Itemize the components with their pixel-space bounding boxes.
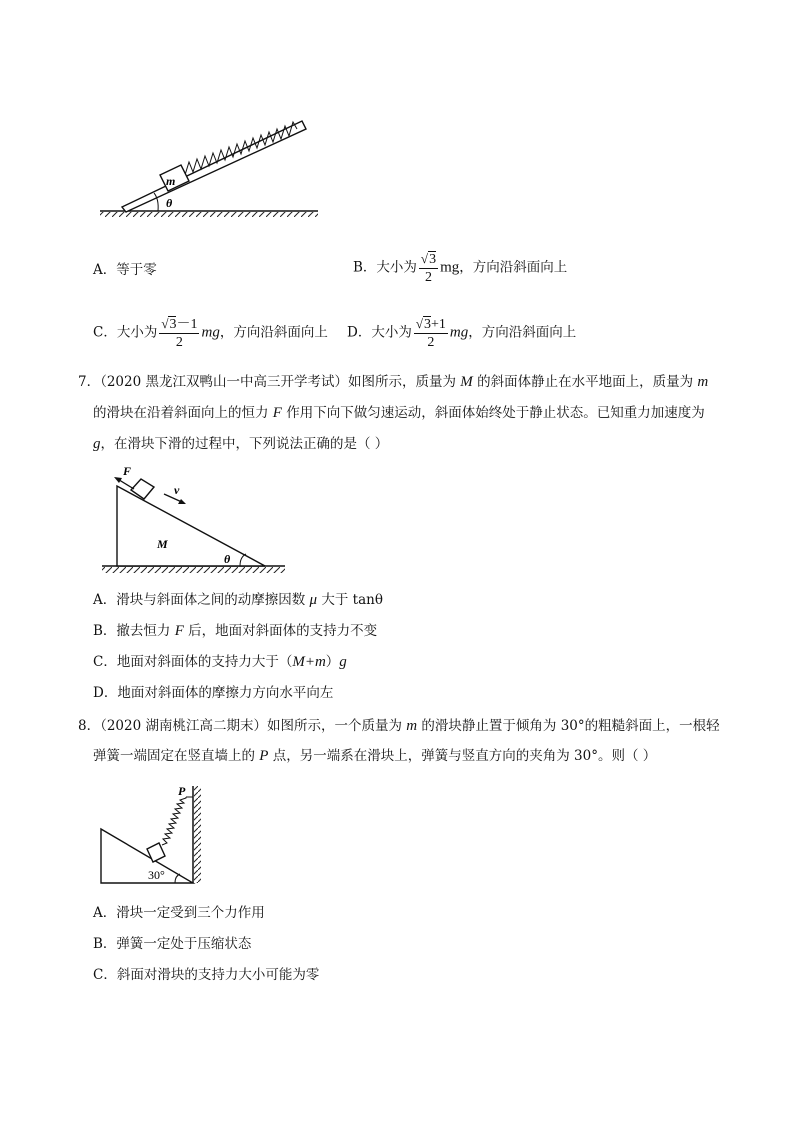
- mass-label: m: [166, 174, 176, 188]
- option-6A: A．等于零: [93, 262, 157, 278]
- angle-label: 30°: [148, 868, 165, 882]
- wall: [193, 786, 201, 883]
- option-6D: D．大小为 $\frac{√3+1}{2}$ mg，方向沿斜面向上: [347, 316, 577, 350]
- option-8B: B．弹簧一定处于压缩状态: [93, 936, 252, 952]
- q8-line-1: 8．（2020 湖南桃江高二期末）如图所示，一个质量为 m 的滑块静止置于倾角为 30°的粗糙斜面上，一根轻: [78, 718, 720, 734]
- angle-label: θ: [224, 552, 231, 566]
- spring: [162, 797, 186, 845]
- angle-label: θ: [166, 196, 173, 210]
- velocity-label: v: [174, 483, 180, 497]
- option-7D: D．地面对斜面体的摩擦力方向水平向左: [93, 685, 334, 701]
- fraction-c: $\frac{√3-1}{2}$: [161, 316, 198, 350]
- force-label: F: [123, 464, 132, 478]
- option-6C: C．大小为 $\frac{√3-1}{2}$ mg，方向沿斜面向上: [93, 316, 328, 350]
- point-label: P: [178, 784, 186, 798]
- wedge-label: M: [157, 537, 168, 551]
- option-6B: B．大小为 $\frac{√3}{2}$ mg，方向沿斜面向上: [353, 251, 568, 285]
- q7-line-3: g，在滑块下滑的过程中，下列说法正确的是（ ）: [93, 436, 389, 452]
- option-7B: B．撤去恒力 F 后，地面对斜面体的支持力不变: [93, 623, 378, 639]
- q8-line-2: 弹簧一端固定在竖直墙上的 P 点，另一端系在滑块上，弹簧与竖直方向的夹角为 30°。则（ ）: [93, 748, 657, 764]
- option-7A: A．滑块与斜面体之间的动摩擦因数 μ 大于 tanθ: [93, 592, 383, 608]
- fraction-d: $\frac{√3+1}{2}$: [415, 316, 446, 350]
- option-8C: C．斜面对滑块的支持力大小可能为零: [93, 967, 320, 983]
- option-8A: A．滑块一定受到三个力作用: [93, 905, 265, 921]
- option-7C: C．地面对斜面体的支持力大于（M+m）g: [93, 654, 347, 670]
- q7-line-2: 的滑块在沿着斜面向上的恒力 F 作用下向下做匀速运动，斜面体始终处于静止状态。已知重力加速度为: [93, 405, 705, 421]
- fraction-b: $\frac{√3}{2}$: [420, 251, 437, 285]
- q7-line-1: 7．（2020 黑龙江双鸭山一中高三开学考试）如图所示，质量为 M 的斜面体静止在水平地面上，质量为 m: [78, 374, 709, 390]
